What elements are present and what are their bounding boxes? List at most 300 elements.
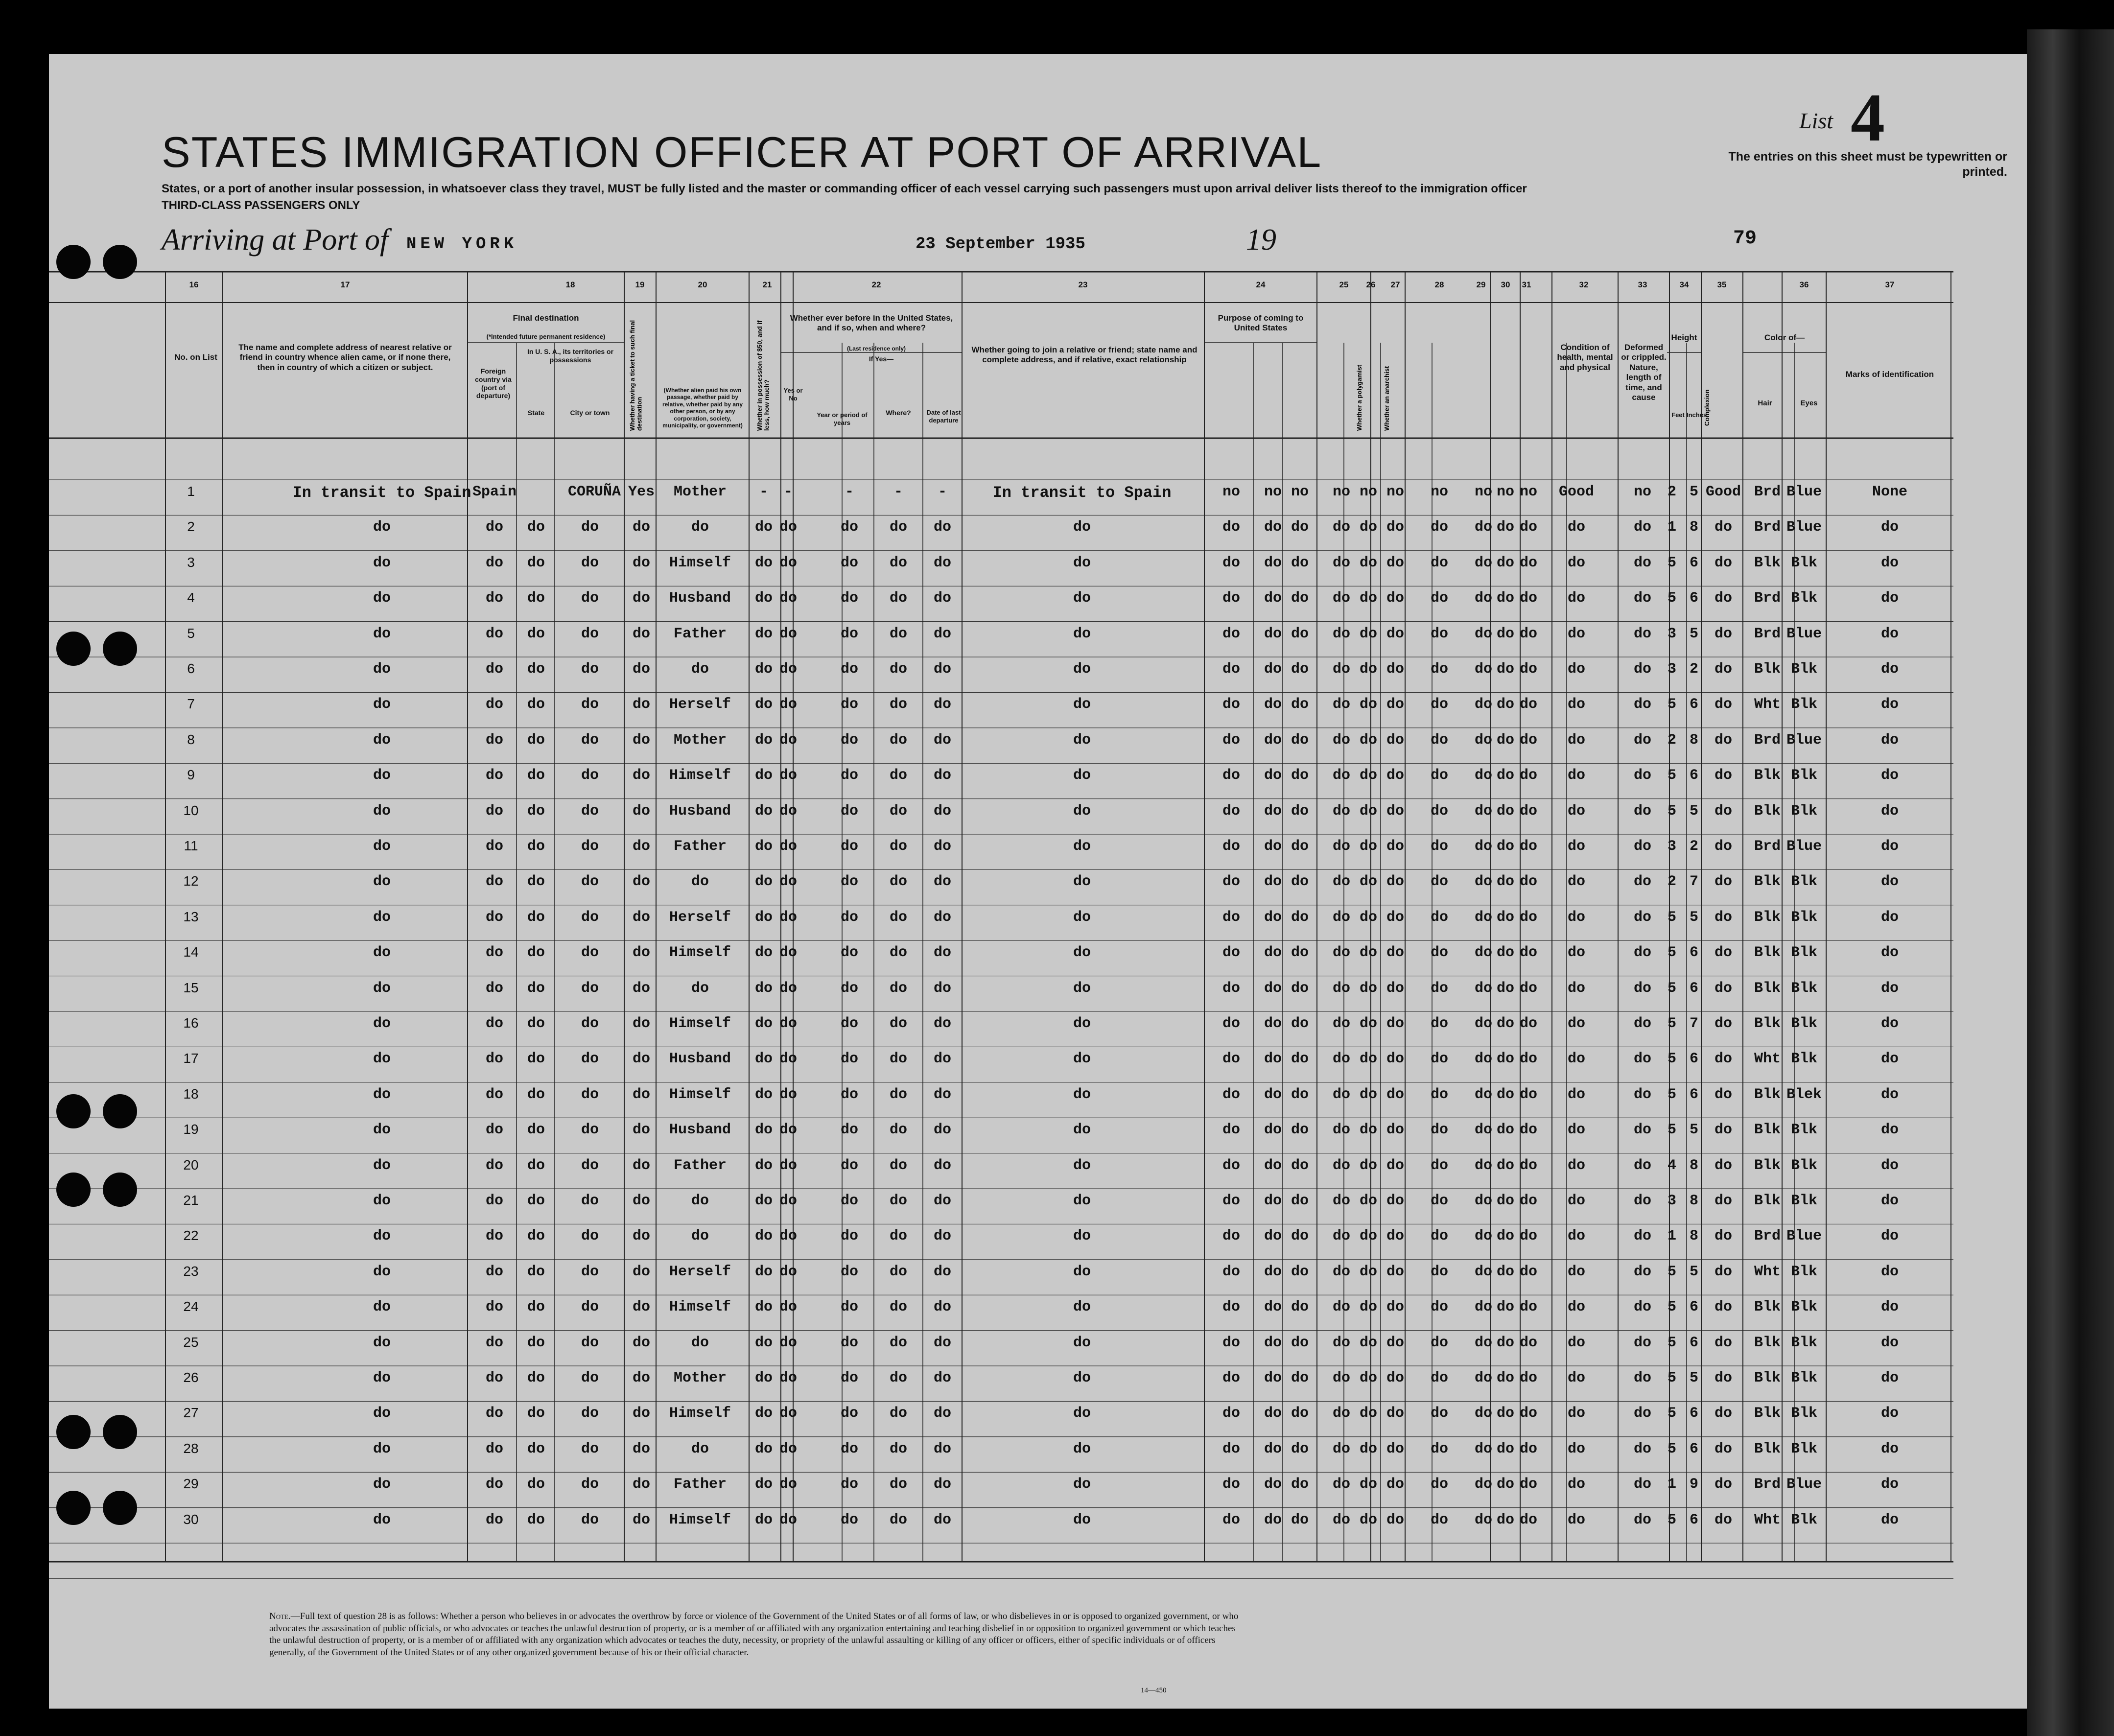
cell-c21: do [754, 661, 773, 678]
cell-c25: do [1332, 1405, 1350, 1422]
cell-c24a: do [1222, 625, 1240, 642]
row-number: 17 [183, 1051, 199, 1066]
cell-hair: Blk [1754, 1122, 1781, 1139]
cell-c30: do [1496, 1193, 1514, 1209]
cell-c37: do [1880, 1405, 1899, 1422]
cell-c22d: do [933, 519, 951, 536]
subheader-final-dest-note: (*Intended future permanent residence) [486, 333, 606, 340]
cell-c30: do [1496, 661, 1514, 678]
cell-ft: 5 [1667, 590, 1676, 607]
cell-c22a: do [779, 1193, 797, 1209]
cell-c17: do [373, 1511, 391, 1528]
cell-c22b: do [840, 1051, 858, 1068]
cell-c30: do [1496, 838, 1514, 855]
cell-c25: do [1332, 696, 1350, 713]
cell-ft: 4 [1667, 1157, 1676, 1174]
cell-c18c: do [581, 625, 599, 642]
cell-c18a: do [485, 1015, 503, 1032]
cell-c19: do [632, 980, 650, 997]
cell-c35: do [1714, 1051, 1732, 1068]
cell-c33: do [1633, 519, 1651, 536]
cell-hair: Brd [1754, 838, 1781, 855]
punch-hole [56, 1491, 91, 1525]
cell-c17: do [373, 838, 391, 855]
column-number: 23 [1078, 280, 1088, 289]
cell-c22d: do [933, 1157, 951, 1174]
cell-c24c: do [1291, 1334, 1309, 1351]
cell-c24b: do [1264, 1370, 1282, 1386]
cell-c22a: do [779, 1334, 797, 1351]
cell-ft: 5 [1667, 980, 1676, 997]
cell-c24b: do [1264, 519, 1282, 536]
cell-c29: do [1474, 661, 1492, 678]
cell-c35: do [1714, 1122, 1732, 1139]
cell-c31: do [1519, 1051, 1537, 1068]
cell-c37: do [1880, 1122, 1899, 1139]
cell-c18c: do [581, 1440, 599, 1457]
cell-c20: Husband [669, 590, 731, 607]
cell-c33: do [1633, 767, 1651, 784]
column-label: Purpose of coming to United States [1218, 313, 1304, 333]
cell-c25: do [1332, 1511, 1350, 1528]
cell-c22d: do [933, 1193, 951, 1209]
cell-c19: do [632, 1228, 650, 1245]
cell-c20: Himself [669, 1015, 731, 1032]
page-title: STATES IMMIGRATION OFFICER AT PORT OF ARRIVAL [162, 128, 1322, 176]
cell-c23: In transit to Spain [992, 484, 1172, 502]
manifest-sheet [49, 54, 2027, 1709]
cell-c35: do [1714, 838, 1732, 855]
cell-c31: do [1519, 838, 1537, 855]
cell-c24b: do [1264, 1086, 1282, 1103]
cell-c31: do [1519, 1440, 1537, 1457]
cell-c19: do [632, 1015, 650, 1032]
cell-c20: do [691, 1193, 709, 1209]
cell-c37: do [1880, 661, 1899, 678]
cell-c22d: do [933, 1476, 951, 1493]
cell-hair: Brd [1754, 1228, 1781, 1245]
cell-c24a: do [1222, 1015, 1240, 1032]
cell-c24c: do [1291, 1051, 1309, 1068]
cell-in: 6 [1689, 980, 1698, 997]
cell-c22d: do [933, 1086, 951, 1103]
cell-c22c: do [889, 873, 907, 891]
cell-c25: do [1332, 661, 1350, 678]
cell-c24c: do [1291, 554, 1309, 571]
column-label: Height [1671, 333, 1697, 342]
cell-c18c: do [581, 1263, 599, 1280]
cell-c24b: do [1264, 696, 1282, 713]
cell-in: 6 [1689, 1405, 1698, 1422]
cell-c21: do [754, 1511, 773, 1528]
cell-c18a: do [485, 661, 503, 678]
cell-c25: do [1332, 1334, 1350, 1351]
cell-c18a: do [485, 1370, 503, 1386]
column-label-vertical: Whether having a ticket to such final destination [629, 320, 643, 431]
cell-c21: do [754, 1157, 773, 1174]
cell-c35: do [1714, 590, 1732, 607]
row-number: 30 [183, 1511, 199, 1527]
cell-c23: do [1073, 1122, 1091, 1139]
cell-c33: do [1633, 1157, 1651, 1174]
cell-c20: Mother [673, 484, 727, 500]
cell-c22b: do [840, 1476, 858, 1493]
list-label: List [1799, 108, 1833, 133]
cell-c29: do [1474, 1157, 1492, 1174]
cell-ft: 2 [1667, 731, 1676, 749]
cell-c26: do [1359, 519, 1377, 536]
cell-c24a: do [1222, 767, 1240, 784]
cell-c20: Mother [673, 731, 727, 749]
cell-c21: do [754, 1051, 773, 1068]
cell-eyes: Blk [1790, 909, 1817, 926]
cell-c17: do [373, 661, 391, 678]
cell-c31: do [1519, 1334, 1537, 1351]
cell-c22a: do [779, 554, 797, 571]
cell-in: 5 [1689, 625, 1698, 642]
cell-c17: do [373, 1334, 391, 1351]
cell-c19: do [632, 873, 650, 891]
cell-c22c: do [889, 1440, 907, 1457]
cell-c27: do [1386, 731, 1404, 749]
column-number: 33 [1638, 280, 1647, 289]
cell-c33: do [1633, 554, 1651, 571]
cell-c33: do [1633, 696, 1651, 713]
cell-c24c: do [1291, 1228, 1309, 1245]
cell-in: 2 [1689, 661, 1698, 678]
cell-c21: do [754, 980, 773, 997]
row-number: 16 [183, 1015, 199, 1031]
cell-c20: do [691, 980, 709, 997]
form-number: 14—450 [1141, 1687, 1167, 1694]
cell-c35: do [1714, 1440, 1732, 1457]
cell-c28: do [1430, 1263, 1448, 1280]
cell-ft: 5 [1667, 1370, 1676, 1386]
cell-c22b: do [840, 1157, 858, 1174]
cell-c18c: do [581, 696, 599, 713]
cell-c22c: do [889, 1334, 907, 1351]
cell-c27: do [1386, 980, 1404, 997]
cell-c27: do [1386, 1405, 1404, 1422]
cell-c37: do [1880, 909, 1899, 926]
cell-c22d: do [933, 838, 951, 855]
cell-c18a: do [485, 1299, 503, 1316]
cell-c27: do [1386, 1440, 1404, 1457]
cell-eyes: Blk [1790, 1263, 1817, 1280]
cell-c24c: do [1291, 731, 1309, 749]
cell-c18a: do [485, 696, 503, 713]
cell-c28: do [1430, 1122, 1448, 1139]
cell-hair: Blk [1754, 1405, 1781, 1422]
cell-c24a: do [1222, 661, 1240, 678]
cell-c26: do [1359, 1015, 1377, 1032]
subheader-year-period: Year or period of years [817, 411, 868, 426]
cell-c18a: do [485, 1051, 503, 1068]
cell-ft: 1 [1667, 519, 1676, 536]
cell-c30: do [1496, 625, 1514, 642]
cell-c30: do [1496, 802, 1514, 820]
cell-c26: do [1359, 731, 1377, 749]
cell-c21: do [754, 1193, 773, 1209]
cell-c20: Father [673, 1476, 727, 1493]
cell-c25: do [1332, 554, 1350, 571]
cell-c28: do [1430, 590, 1448, 607]
cell-c22b: do [840, 519, 858, 536]
cell-c18a: do [485, 1228, 503, 1245]
punch-hole [56, 1415, 91, 1449]
cell-c37: do [1880, 1511, 1899, 1528]
cell-c27: do [1386, 1086, 1404, 1103]
column-label: Final destination [513, 313, 579, 323]
cell-c18b: do [527, 1299, 545, 1316]
cell-c37: do [1880, 1334, 1899, 1351]
cell-c29: do [1474, 1086, 1492, 1103]
cell-in: 6 [1689, 590, 1698, 607]
cell-c18c: do [581, 1193, 599, 1209]
cell-c25: do [1332, 1476, 1350, 1493]
cell-c19: do [632, 519, 650, 536]
row-number: 28 [183, 1440, 199, 1456]
cell-c27: do [1386, 1228, 1404, 1245]
cell-c23: do [1073, 909, 1091, 926]
cell-c25: do [1332, 1015, 1350, 1032]
cell-c29: no [1474, 484, 1492, 500]
cell-c22b: do [840, 944, 858, 962]
cell-c37: do [1880, 1228, 1899, 1245]
cell-c33: do [1633, 980, 1651, 997]
cell-c18a: do [485, 1086, 503, 1103]
cell-c35: do [1714, 1405, 1732, 1422]
binding-edge [2027, 29, 2114, 1736]
cell-c32: do [1567, 802, 1585, 820]
cell-c18c: do [581, 731, 599, 749]
cell-c31: do [1519, 1122, 1537, 1139]
cell-c18c: do [581, 873, 599, 891]
cell-c26: do [1359, 1193, 1377, 1209]
cell-c18a: do [485, 590, 503, 607]
cell-c20: Himself [669, 1086, 731, 1103]
cell-c28: do [1430, 1228, 1448, 1245]
cell-c21: do [754, 731, 773, 749]
cell-c18a: do [485, 838, 503, 855]
row-number: 1 [187, 484, 195, 499]
cell-c17: do [373, 873, 391, 891]
cell-c20: Father [673, 1157, 727, 1174]
cell-c24a: do [1222, 1228, 1240, 1245]
cell-c22a: do [779, 767, 797, 784]
cell-c22a: do [779, 909, 797, 926]
cell-c20: Himself [669, 1299, 731, 1316]
cell-c24c: do [1291, 1015, 1309, 1032]
cell-c26: do [1359, 554, 1377, 571]
cell-c33: do [1633, 1299, 1651, 1316]
cell-c35: do [1714, 1263, 1732, 1280]
cell-c17: do [373, 1228, 391, 1245]
cell-c33: do [1633, 838, 1651, 855]
cell-c30: do [1496, 1157, 1514, 1174]
cell-c22b: do [840, 1370, 858, 1386]
subheader-inches: Inches [1687, 411, 1707, 419]
cell-c22c: do [889, 1370, 907, 1386]
cell-c24b: do [1264, 625, 1282, 642]
cell-c32: do [1567, 873, 1585, 891]
subheader-where: Where? [886, 409, 911, 417]
cell-c29: do [1474, 1122, 1492, 1139]
cell-c31: do [1519, 1476, 1537, 1493]
cell-c25: do [1332, 1193, 1350, 1209]
cell-c35: do [1714, 802, 1732, 820]
cell-c21: do [754, 554, 773, 571]
cell-c19: do [632, 1086, 650, 1103]
cell-c37: do [1880, 802, 1899, 820]
cell-c18b: do [527, 767, 545, 784]
cell-c17: do [373, 625, 391, 642]
cell-c37: do [1880, 1015, 1899, 1032]
cell-c37: do [1880, 1051, 1899, 1068]
cell-c24c: no [1291, 484, 1309, 500]
cell-c31: do [1519, 661, 1537, 678]
cell-c18b: do [527, 838, 545, 855]
subheader-passage-note: (Whether alien paid his own passage, whether paid by relative, whether paid by any other person, or by any corporation, society, municipality, or government) [662, 387, 743, 429]
cell-c27: do [1386, 1511, 1404, 1528]
cell-ft: 2 [1667, 873, 1676, 891]
arrival-date: 23 September 1935 [916, 235, 1085, 254]
cell-c23: do [1073, 1051, 1091, 1068]
sheet-number: 79 [1733, 228, 1757, 250]
subheader-in-usa: In U. S. A., its territories or possessions [527, 348, 614, 364]
cell-c33: do [1633, 1051, 1651, 1068]
cell-c18b: do [527, 1370, 545, 1386]
cell-c17: do [373, 1051, 391, 1068]
cell-c22c: do [889, 980, 907, 997]
punch-hole [103, 632, 137, 666]
cell-c24a: do [1222, 696, 1240, 713]
cell-c18b: do [527, 1334, 545, 1351]
cell-c23: do [1073, 554, 1091, 571]
subheader-date-last: Date of last departure [926, 409, 961, 424]
cell-c19: do [632, 1511, 650, 1528]
cell-c30: do [1496, 909, 1514, 926]
cell-in: 6 [1689, 554, 1698, 571]
cell-c33: do [1633, 1476, 1651, 1493]
cell-c22b: do [840, 1440, 858, 1457]
cell-c28: no [1430, 484, 1448, 500]
cell-c31: do [1519, 625, 1537, 642]
cell-c20: Himself [669, 944, 731, 962]
cell-c18a: do [485, 1122, 503, 1139]
cell-c37: do [1880, 838, 1899, 855]
cell-c18b: do [527, 1405, 545, 1422]
cell-c22a: do [779, 1263, 797, 1280]
cell-c25: do [1332, 1122, 1350, 1139]
cell-c24c: do [1291, 1476, 1309, 1493]
cell-c19: do [632, 1370, 650, 1386]
cell-c18c: do [581, 1299, 599, 1316]
cell-c22c: - [893, 484, 903, 500]
cell-c27: do [1386, 1051, 1404, 1068]
cell-c30: do [1496, 1015, 1514, 1032]
cell-c32: do [1567, 909, 1585, 926]
cell-c26: do [1359, 1122, 1377, 1139]
cell-c31: do [1519, 767, 1537, 784]
cell-c18c: do [581, 590, 599, 607]
cell-ft: 1 [1667, 1476, 1676, 1493]
cell-c17: do [373, 696, 391, 713]
cell-c22a: do [779, 590, 797, 607]
subheader-hair: Hair [1758, 399, 1772, 407]
cell-c24c: do [1291, 1193, 1309, 1209]
cell-ft: 5 [1667, 909, 1676, 926]
cell-c26: do [1359, 1086, 1377, 1103]
cell-c24a: do [1222, 1405, 1240, 1422]
cell-in: 6 [1689, 1334, 1698, 1351]
cell-c26: do [1359, 625, 1377, 642]
cell-hair: Brd [1754, 625, 1781, 642]
cell-c22b: do [840, 696, 858, 713]
cell-c29: do [1474, 554, 1492, 571]
cell-c28: do [1430, 1476, 1448, 1493]
cell-c22b: do [840, 1228, 858, 1245]
cell-c35: do [1714, 1228, 1732, 1245]
cell-c29: do [1474, 1334, 1492, 1351]
entries-note: The entries on this sheet must be typewritten or printed. [1728, 150, 2007, 179]
cell-c26: do [1359, 1405, 1377, 1422]
cell-c24a: do [1222, 944, 1240, 962]
cell-c29: do [1474, 980, 1492, 997]
cell-c23: do [1073, 1157, 1091, 1174]
cell-c32: do [1567, 944, 1585, 962]
cell-c18b: do [527, 661, 545, 678]
cell-c31: do [1519, 554, 1537, 571]
cell-c20: Father [673, 838, 727, 855]
cell-c18c: do [581, 519, 599, 536]
cell-eyes: Blk [1790, 590, 1817, 607]
cell-c17: do [373, 1299, 391, 1316]
cell-c22b: do [840, 838, 858, 855]
cell-c29: do [1474, 1370, 1492, 1386]
cell-c22d: do [933, 731, 951, 749]
cell-c27: do [1386, 1193, 1404, 1209]
cell-c19: do [632, 802, 650, 820]
cell-c31: do [1519, 1263, 1537, 1280]
cell-c21: do [754, 696, 773, 713]
cell-c26: do [1359, 1476, 1377, 1493]
cell-c21: do [754, 1370, 773, 1386]
cell-c30: do [1496, 1476, 1514, 1493]
cell-c35: do [1714, 909, 1732, 926]
cell-c35: do [1714, 1157, 1732, 1174]
cell-c20: do [691, 1228, 709, 1245]
cell-c26: do [1359, 944, 1377, 962]
cell-ft: 5 [1667, 802, 1676, 820]
cell-c18b: do [527, 944, 545, 962]
cell-c28: do [1430, 1440, 1448, 1457]
cell-eyes: Blk [1790, 1370, 1817, 1386]
cell-c22d: do [933, 1405, 951, 1422]
cell-c25: do [1332, 909, 1350, 926]
cell-c22c: do [889, 696, 907, 713]
cell-c23: do [1073, 519, 1091, 536]
cell-c32: do [1567, 731, 1585, 749]
cell-c33: do [1633, 1370, 1651, 1386]
cell-in: 8 [1689, 1228, 1698, 1245]
cell-c22c: do [889, 944, 907, 962]
cell-c23: do [1073, 838, 1091, 855]
cell-c18a: do [485, 980, 503, 997]
cell-c37: do [1880, 1193, 1899, 1209]
cell-c28: do [1430, 625, 1448, 642]
cell-c33: do [1633, 1334, 1651, 1351]
